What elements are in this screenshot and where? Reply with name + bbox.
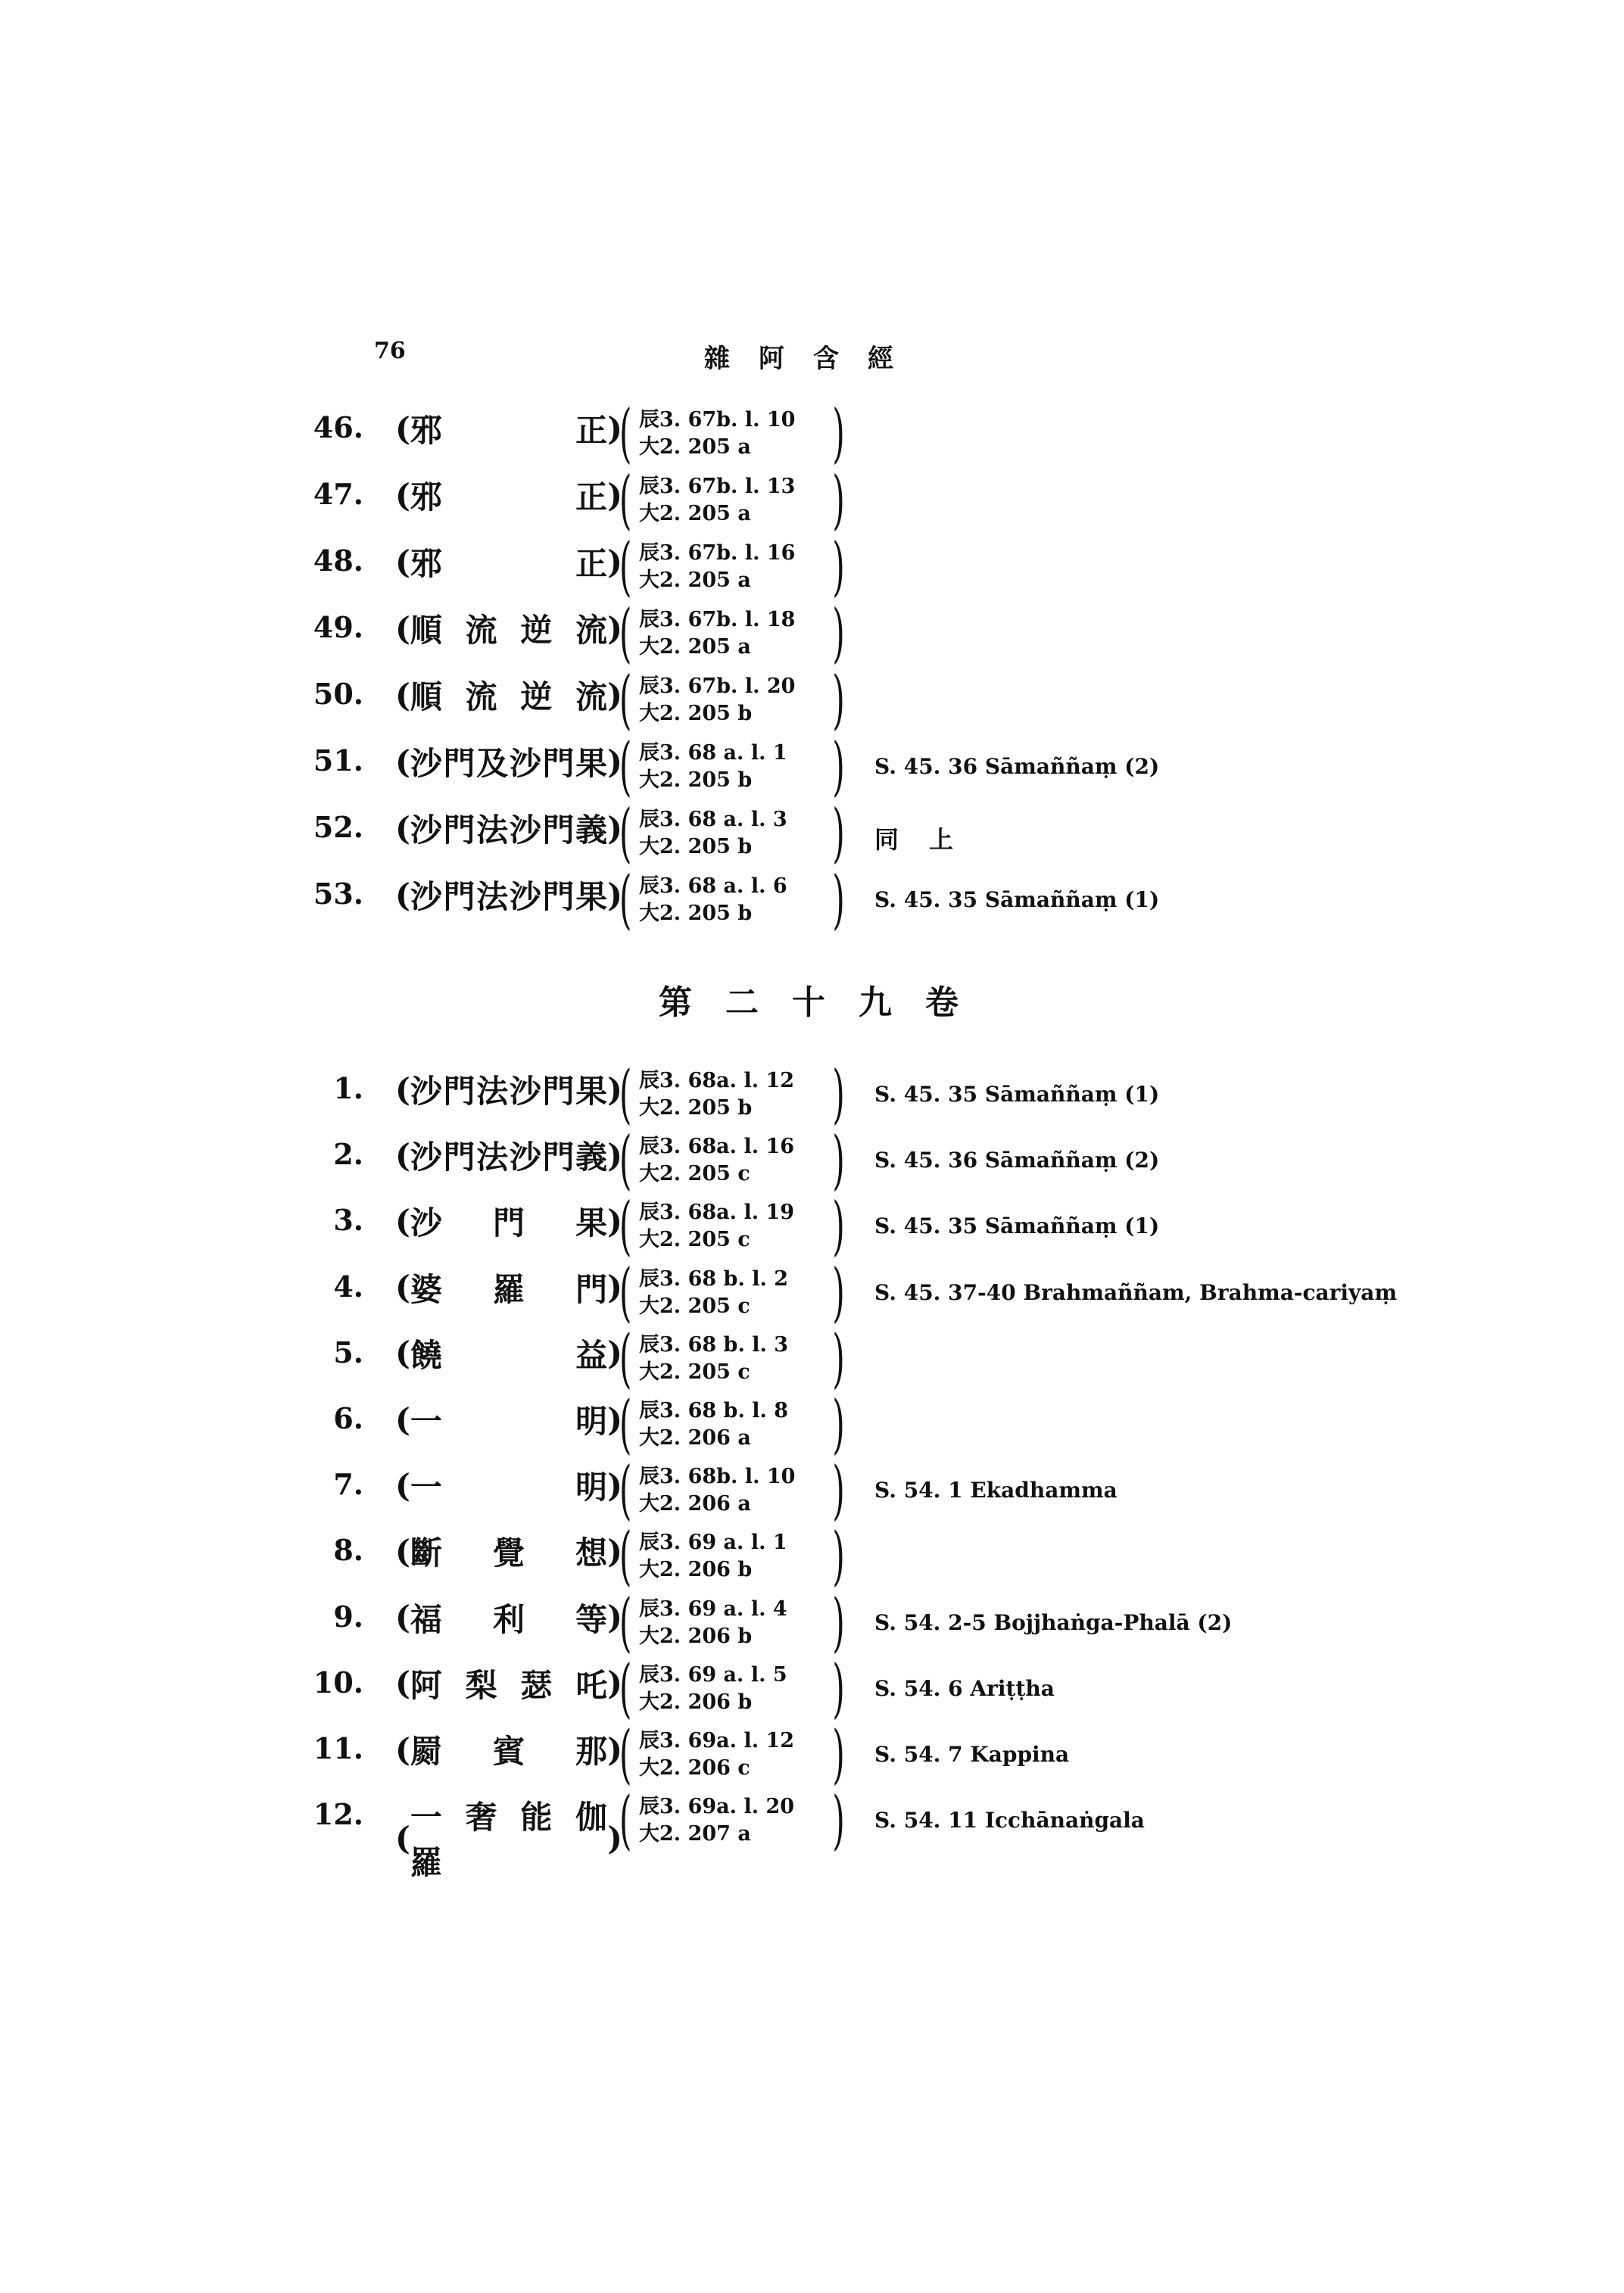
reference-bracket — [619, 529, 845, 603]
open-paren: ( — [395, 1070, 410, 1108]
reference-line-2: 大2. 206 b — [639, 1624, 753, 1648]
pali-source: S. 54. 7 Kappina — [874, 1742, 1070, 1767]
entry-row — [0, 1254, 1624, 1329]
open-paren: ( — [395, 609, 410, 647]
left-brace: ( — [619, 1717, 632, 1791]
entry-number: 48. — [313, 544, 363, 578]
entry-number: 9. — [333, 1599, 363, 1634]
reference-line-1: 辰3. 68 b. l. 2 — [639, 1266, 789, 1291]
entry-title — [395, 472, 622, 518]
reference-line-2: 大2. 205 c — [639, 1294, 750, 1318]
reference-bracket — [619, 1189, 845, 1263]
reference-line-2: 大2. 205 c — [639, 1228, 750, 1252]
reference-line-2: 大2. 205 b — [639, 835, 753, 858]
entry-row — [0, 1584, 1624, 1659]
reference-line-2: 大2. 206 a — [639, 1426, 751, 1450]
right-brace: ) — [832, 1189, 845, 1263]
right-brace: ) — [832, 1453, 845, 1528]
left-brace: ( — [619, 1453, 632, 1528]
reference-line-2: 大2. 206 b — [639, 1690, 753, 1714]
pali-source: S. 54. 6 Ariṭṭha — [874, 1675, 1055, 1701]
reference-line-1: 辰3. 68 a. l. 3 — [639, 808, 787, 831]
entry-row — [0, 1320, 1624, 1395]
reference-line-1: 辰3. 69 a. l. 1 — [639, 1531, 787, 1555]
entry-row — [0, 1650, 1624, 1725]
pali-source: S. 45. 35 Sāmaññaṃ (1) — [874, 1082, 1160, 1107]
entry-title — [395, 1067, 622, 1112]
reference-bracket — [619, 1057, 845, 1131]
entry-row — [0, 529, 1624, 603]
open-paren: ( — [395, 743, 410, 780]
reference-line-2: 大2. 205 c — [639, 1162, 750, 1186]
reference-bracket — [619, 729, 845, 803]
right-brace: ) — [832, 862, 845, 936]
entry-title-text: 沙門及沙門果 — [410, 745, 608, 782]
entry-row — [0, 1717, 1624, 1791]
reference-line-2: 大2. 205 b — [639, 702, 753, 725]
entry-title — [395, 1793, 622, 1883]
reference-bracket — [619, 1320, 845, 1395]
left-brace: ( — [619, 1387, 632, 1461]
left-brace: ( — [619, 662, 632, 737]
entry-row — [0, 662, 1624, 737]
pali-source: S. 54. 11 Icchānaṅgala — [874, 1808, 1145, 1833]
close-paren: ) — [607, 1532, 622, 1570]
right-brace: ) — [832, 1584, 845, 1659]
entry-title — [395, 406, 622, 451]
open-paren: ( — [395, 876, 410, 914]
entry-title-text: 斷 覺 想 — [410, 1534, 608, 1572]
pali-source: S. 54. 2-5 Bojjhaṅga-Phalā (2) — [874, 1609, 1233, 1635]
open-paren: ( — [395, 809, 410, 847]
entry-number: 11. — [313, 1731, 363, 1765]
right-brace: ) — [832, 1783, 845, 1858]
right-brace: ) — [832, 1254, 845, 1329]
entry-row — [0, 1453, 1624, 1528]
close-paren: ) — [607, 676, 622, 714]
entry-title — [395, 1661, 622, 1706]
reference-bracket — [619, 1453, 845, 1528]
reference-line-2: 大2. 205 b — [639, 768, 753, 792]
reference-bracket — [619, 1123, 845, 1198]
open-paren: ( — [395, 410, 410, 447]
reference-line-1: 辰3. 67b. l. 10 — [639, 408, 796, 431]
entry-row — [0, 1057, 1624, 1131]
reference-line-1: 辰3. 67b. l. 13 — [639, 475, 796, 498]
reference-bracket — [619, 596, 845, 670]
entry-row — [0, 1783, 1624, 1882]
left-brace: ( — [619, 862, 632, 936]
left-brace: ( — [619, 1057, 632, 1131]
open-paren: ( — [395, 1269, 410, 1307]
entry-number: 10. — [313, 1665, 363, 1699]
reference-line-1: 辰3. 67b. l. 16 — [639, 541, 796, 565]
close-paren: ) — [607, 1335, 622, 1372]
reference-bracket — [619, 1717, 845, 1791]
right-brace: ) — [832, 1123, 845, 1198]
reference-line-2: 大2. 205 b — [639, 1096, 753, 1120]
reference-line-2: 大2. 205 a — [639, 502, 751, 525]
entry-number: 5. — [333, 1335, 363, 1369]
entry-row — [0, 1519, 1624, 1594]
close-paren: ) — [607, 609, 622, 647]
close-paren: ) — [607, 410, 622, 447]
entry-title-text: 阿 梨 瑟 吒 — [410, 1666, 608, 1704]
left-brace: ( — [619, 729, 632, 803]
entry-number: 8. — [333, 1533, 363, 1568]
reference-line-1: 辰3. 67b. l. 18 — [639, 608, 796, 631]
entry-row — [0, 396, 1624, 470]
open-paren: ( — [395, 1136, 410, 1174]
close-paren: ) — [607, 1136, 622, 1174]
left-brace: ( — [619, 463, 632, 537]
entry-title-text: 邪 正 — [410, 478, 608, 516]
reference-line-1: 辰3. 69a. l. 20 — [639, 1795, 795, 1819]
right-brace: ) — [832, 1387, 845, 1461]
entry-row — [0, 1189, 1624, 1263]
pali-source: S. 45. 35 Sāmaññaṃ (1) — [874, 1213, 1160, 1239]
entry-title — [395, 672, 622, 718]
reference-line-1: 辰3. 68a. l. 19 — [639, 1201, 795, 1225]
right-brace: ) — [832, 1320, 845, 1395]
reference-line-2: 大2. 207 a — [639, 1822, 751, 1846]
reference-line-2: 大2. 206 b — [639, 1558, 753, 1582]
entry-row — [0, 1123, 1624, 1198]
right-brace: ) — [832, 596, 845, 670]
reference-bracket — [619, 1254, 845, 1329]
close-paren: ) — [607, 1070, 622, 1108]
reference-line-2: 大2. 205 b — [639, 902, 753, 925]
open-paren: ( — [395, 1532, 410, 1570]
entry-title-text: 罽 賓 那 — [410, 1733, 608, 1770]
page-number: 76 — [374, 338, 406, 364]
right-brace: ) — [832, 729, 845, 803]
pali-source: S. 45. 35 Sāmaññaṃ (1) — [874, 887, 1160, 912]
entry-title-text: 邪 正 — [410, 412, 608, 449]
reference-bracket — [619, 1650, 845, 1725]
open-paren: ( — [395, 543, 410, 581]
reference-line-2: 大2. 205 a — [639, 635, 751, 659]
entry-title-text: 福 利 等 — [410, 1600, 608, 1638]
pali-source: S. 45. 36 Sāmaññaṃ (2) — [874, 1148, 1160, 1173]
open-paren: ( — [395, 1599, 410, 1637]
pali-source: 同上 — [874, 825, 984, 854]
close-paren: ) — [607, 809, 622, 847]
reference-line-2: 大2. 205 a — [639, 435, 751, 459]
entry-title — [395, 1265, 622, 1310]
entry-row — [0, 729, 1624, 803]
open-paren: ( — [395, 1466, 410, 1504]
entry-title-text: 饒 益 — [410, 1336, 608, 1374]
reference-line-1: 辰3. 69 a. l. 4 — [639, 1597, 787, 1621]
entry-title — [395, 539, 622, 584]
close-paren: ) — [607, 543, 622, 581]
right-brace: ) — [832, 1650, 845, 1725]
entry-number: 50. — [313, 677, 363, 711]
entry-number: 12. — [313, 1797, 363, 1832]
entry-title-text: 沙門法沙門義 — [410, 812, 608, 849]
open-paren: ( — [395, 1665, 410, 1703]
entry-title — [395, 739, 622, 784]
entry-title-text: 婆 羅 門 — [410, 1270, 608, 1308]
entry-title-text: 沙門法沙門果 — [410, 1073, 608, 1110]
entry-number: 2. — [333, 1137, 363, 1172]
entry-number: 53. — [313, 877, 363, 911]
right-brace: ) — [832, 1519, 845, 1594]
right-brace: ) — [832, 796, 845, 870]
right-brace: ) — [832, 463, 845, 537]
left-brace: ( — [619, 1584, 632, 1659]
pali-source: S. 45. 37-40 Brahmaññam, Brahma-cariyaṃ — [874, 1279, 1398, 1305]
left-brace: ( — [619, 529, 632, 603]
reference-line-1: 辰3. 69 a. l. 5 — [639, 1662, 787, 1687]
entry-title-text: 順 流 逆 流 — [410, 678, 608, 715]
entry-title-text: 順 流 逆 流 — [410, 612, 608, 649]
pali-source: S. 45. 36 Sāmaññaṃ (2) — [874, 754, 1160, 779]
close-paren: ) — [607, 1819, 622, 1857]
left-brace: ( — [619, 1123, 632, 1198]
close-paren: ) — [607, 1202, 622, 1240]
reference-bracket — [619, 396, 845, 470]
reference-bracket — [619, 1387, 845, 1461]
close-paren: ) — [607, 1400, 622, 1438]
reference-line-2: 大2. 205 c — [639, 1360, 750, 1384]
left-brace: ( — [619, 396, 632, 470]
reference-line-1: 辰3. 69a. l. 12 — [639, 1729, 795, 1752]
entry-row — [0, 1387, 1624, 1461]
entry-number: 47. — [313, 477, 363, 511]
entry-title-text: 沙 門 果 — [410, 1204, 608, 1242]
reference-bracket — [619, 862, 845, 936]
left-brace: ( — [619, 1519, 632, 1594]
entry-number: 7. — [333, 1467, 363, 1502]
running-title: 雜阿含經 — [704, 344, 922, 374]
left-brace: ( — [619, 796, 632, 870]
reference-line-1: 辰3. 68 b. l. 8 — [639, 1399, 789, 1422]
reference-line-2: 大2. 205 a — [639, 569, 751, 592]
close-paren: ) — [607, 1466, 622, 1504]
close-paren: ) — [607, 1731, 622, 1768]
left-brace: ( — [619, 1254, 632, 1329]
open-paren: ( — [395, 1819, 410, 1857]
entry-title — [395, 1132, 622, 1178]
reference-line-1: 辰3. 68a. l. 12 — [639, 1069, 795, 1092]
entry-number: 52. — [313, 810, 363, 844]
entry-row — [0, 796, 1624, 870]
entry-title — [395, 1198, 622, 1244]
close-paren: ) — [607, 1269, 622, 1307]
reference-line-2: 大2. 206 a — [639, 1492, 751, 1516]
close-paren: ) — [607, 1599, 622, 1637]
entry-title — [395, 1595, 622, 1640]
entry-title — [395, 1727, 622, 1772]
reference-line-1: 辰3. 68 a. l. 1 — [639, 741, 787, 765]
entry-number: 3. — [333, 1203, 363, 1238]
entry-title-text: 一 明 — [410, 1469, 608, 1506]
close-paren: ) — [607, 476, 622, 514]
left-brace: ( — [619, 1189, 632, 1263]
left-brace: ( — [619, 1320, 632, 1395]
reference-bracket — [619, 463, 845, 537]
entry-title — [395, 805, 622, 851]
close-paren: ) — [607, 1665, 622, 1703]
reference-bracket — [619, 1584, 845, 1659]
close-paren: ) — [607, 876, 622, 914]
entry-number: 51. — [313, 743, 363, 777]
reference-bracket — [619, 1519, 845, 1594]
reference-line-1: 辰3. 68b. l. 10 — [639, 1465, 796, 1489]
reference-line-1: 辰3. 68a. l. 16 — [639, 1135, 795, 1159]
open-paren: ( — [395, 1335, 410, 1372]
reference-line-1: 辰3. 67b. l. 20 — [639, 675, 796, 698]
entry-title-text: 邪 正 — [410, 545, 608, 582]
entry-title-text: 沙門法沙門義 — [410, 1139, 608, 1176]
entry-title — [395, 1463, 622, 1508]
entry-row — [0, 596, 1624, 670]
section-heading: 第二十九卷 — [659, 983, 992, 1022]
entry-title — [395, 1397, 622, 1442]
right-brace: ) — [832, 662, 845, 737]
entry-row — [0, 463, 1624, 537]
entry-number: 1. — [333, 1071, 363, 1105]
reference-line-2: 大2. 206 c — [639, 1756, 750, 1780]
open-paren: ( — [395, 676, 410, 714]
right-brace: ) — [832, 1717, 845, 1791]
right-brace: ) — [832, 396, 845, 470]
entry-number: 4. — [333, 1269, 363, 1304]
open-paren: ( — [395, 1400, 410, 1438]
right-brace: ) — [832, 529, 845, 603]
entry-title — [395, 606, 622, 651]
entry-number: 49. — [313, 610, 363, 644]
entry-title-text: 一 明 — [410, 1403, 608, 1440]
reference-line-1: 辰3. 68 b. l. 3 — [639, 1332, 789, 1357]
open-paren: ( — [395, 476, 410, 514]
open-paren: ( — [395, 1731, 410, 1768]
entry-row — [0, 862, 1624, 936]
open-paren: ( — [395, 1202, 410, 1240]
close-paren: ) — [607, 743, 622, 780]
entry-title — [395, 1528, 622, 1574]
reference-bracket — [619, 796, 845, 870]
left-brace: ( — [619, 1650, 632, 1725]
entry-title — [395, 872, 622, 918]
reference-bracket — [619, 662, 845, 737]
left-brace: ( — [619, 1783, 632, 1858]
pali-source: S. 54. 1 Ekadhamma — [874, 1478, 1117, 1503]
reference-bracket — [619, 1783, 845, 1858]
entry-number: 46. — [313, 410, 363, 444]
entry-title-text: 沙門法沙門果 — [410, 878, 608, 915]
reference-line-1: 辰3. 68 a. l. 6 — [639, 874, 787, 898]
entry-title-text: 一 奢 能 伽 羅 — [410, 1799, 608, 1882]
left-brace: ( — [619, 596, 632, 670]
entry-title — [395, 1331, 622, 1376]
right-brace: ) — [832, 1057, 845, 1131]
entry-number: 6. — [333, 1401, 363, 1435]
